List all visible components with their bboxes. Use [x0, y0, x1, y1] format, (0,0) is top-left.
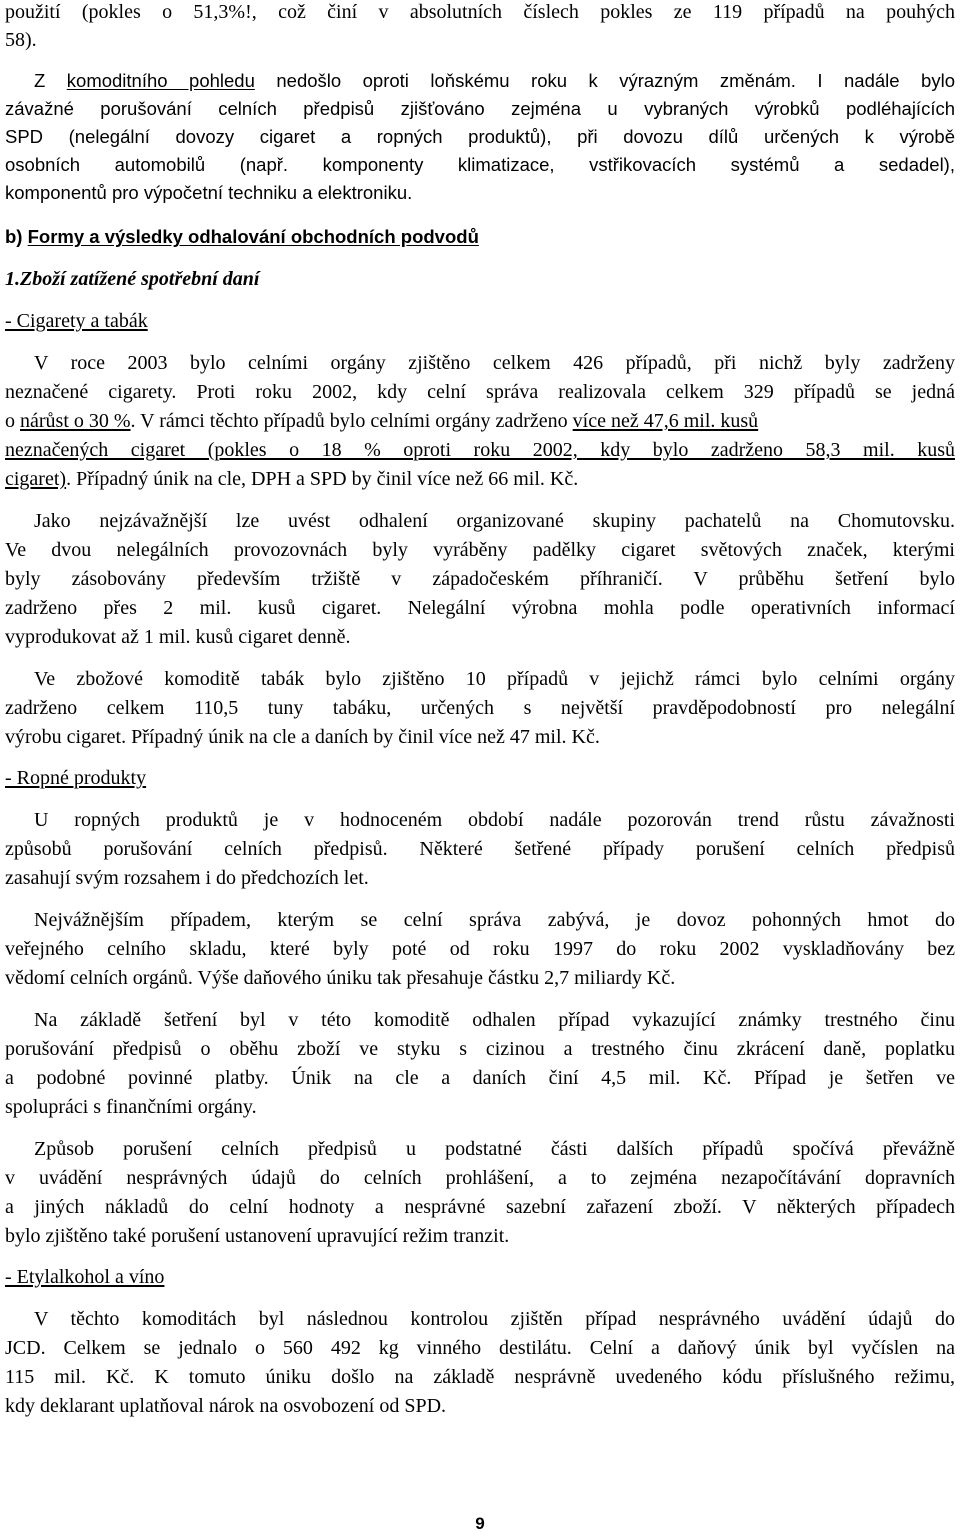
highlighted-text: více než 47,6 mil. kusů	[572, 410, 759, 432]
page-number: 9	[475, 1514, 485, 1533]
intro-line: 58).	[5, 29, 37, 51]
paragraph-line: Ve dvou nelegálních provozovnách byly vyráběny padělky cigaret světových značek, kterými	[5, 539, 955, 561]
paragraph-line: JCD. Celkem se jednalo o 560 492 kg vinného destilátu. Celní a daňový únik byl vyčíslen na	[5, 1337, 955, 1359]
intro-line: použití (pokles o 51,3%!, což činí v absolutních číslech pokles ze 119 případů na pouhých	[5, 1, 955, 23]
paragraph-line: a jiných nákladů do celní hodnoty a nesprávné sazební zařazení zboží. V některých případech	[5, 1196, 955, 1218]
paragraph-line: vyprodukovat až 1 mil. kusů cigaret denně.	[5, 626, 351, 648]
subsection-heading: 1.Zboží zatížené spotřební daní	[5, 268, 260, 290]
paragraph-line: o nárůst o 30 %. V rámci těchto případů bylo celními orgány zadrženo více než 47,6 mil. kusů	[5, 410, 759, 432]
paragraph-line: U ropných produktů je v hodnoceném období nadále pozorován trend růstu závažnosti	[34, 809, 955, 831]
commodity-line: závažné porušování celních předpisů zjišťováno zejména u vybraných výrobků podléhajících	[5, 98, 955, 119]
commodity-link: komoditního pohledu	[66, 70, 255, 91]
paragraph-line: byly zásobovány především tržiště v západočeském příhraničí. V průběhu šetření bylo	[5, 568, 955, 590]
paragraph-line: neznačené cigarety. Proti roku 2002, kdy celní správa realizovala celkem 329 případů se jedná	[5, 381, 955, 403]
paragraph-line: zasahují svým rozsahem i do předchozích let.	[5, 867, 369, 889]
paragraph-line: spolupráci s finančními orgány.	[5, 1096, 257, 1118]
paragraph-line: 115 mil. Kč. K tomuto úniku došlo na základě nesprávně uvedeného kódu příslušného režimu,	[5, 1366, 955, 1388]
paragraph-line: Na základě šetření byl v této komoditě odhalen případ vykazující známky trestného činu	[34, 1009, 955, 1031]
paragraph-line: V těchto komoditách byl následnou kontrolou zjištěn případ nesprávného uvádění údajů do	[34, 1308, 955, 1330]
paragraph-line: cigaret). Případný únik na cle, DPH a SPD by činil více než 66 mil. Kč.	[5, 468, 579, 490]
commodity-line: SPD (nelegální dovozy cigaret a ropných produktů), při dovozu dílů určených k výrobě	[5, 126, 955, 147]
paragraph-line: zadrženo celkem 110,5 tuny tabáku, určených s největší pravděpodobností pro nelegální	[5, 697, 955, 719]
highlighted-text: nárůst o 30 %	[20, 410, 131, 432]
paragraph-line: kdy deklarant uplatňoval nárok na osvobození od SPD.	[5, 1395, 447, 1417]
paragraph-line: vědomí celních orgánů. Výše daňového úniku tak přesahuje částku 2,7 miliardy Kč.	[5, 967, 676, 989]
paragraph-line: V roce 2003 bylo celními orgány zjištěno celkem 426 případů, při nichž byly zadrženy	[34, 352, 955, 374]
paragraph-line: veřejného celního skladu, které byly poté od roku 1997 do roku 2002 vyskladňovány bez	[5, 938, 955, 960]
paragraph-line: zadrženo přes 2 mil. kusů cigaret. Nelegální výrobna mohla podle operativních informací	[5, 597, 955, 619]
paragraph-line	[5, 435, 955, 465]
subsection-heading: - Ropné produkty	[5, 767, 147, 789]
section-heading-title: Formy a výsledky odhalování obchodních podvodů	[27, 226, 479, 247]
subsection-heading: - Etylalkohol a víno	[5, 1266, 165, 1288]
paragraph-line: bylo zjištěno také porušení ustanovení upravující režim tranzit.	[5, 1225, 510, 1247]
paragraph-line: v uvádění nesprávných údajů do celních prohlášení, a to zejména nezapočítávání dopravních	[5, 1167, 955, 1189]
paragraph-line: Jako nejzávažnější lze uvést odhalení organizované skupiny pachatelů na Chomutovsku.	[34, 510, 955, 532]
subsection-heading: - Cigarety a tabák	[5, 310, 148, 332]
highlighted-text: cigaret)	[5, 468, 67, 490]
paragraph-line: Ve zbožové komoditě tabák bylo zjištěno 10 případů v jejichž rámci bylo celními orgány	[34, 668, 955, 690]
commodity-line: Z komoditního pohledu nedošlo oproti loňskému roku k výrazným změnám. I nadále bylo	[34, 70, 955, 91]
paragraph-line: Nejvážnějším případem, kterým se celní správa zabývá, je dovoz pohonných hmot do	[34, 909, 955, 931]
paragraph-line: způsobů porušování celních předpisů. Některé šetřené případy porušení celních předpisů	[5, 838, 955, 860]
commodity-line: osobních automobilů (např. komponenty klimatizace, vstřikovacích systémů a sedadel),	[5, 154, 955, 175]
section-heading: b) Formy a výsledky odhalování obchodních podvodů	[5, 226, 479, 247]
paragraph-line: Způsob porušení celních předpisů u podstatné části dalších případů spočívá převážně	[34, 1138, 955, 1160]
commodity-line: komponentů pro výpočetní techniku a elektroniku.	[5, 182, 413, 203]
paragraph-line: a podobné povinné platby. Únik na cle a daních činí 4,5 mil. Kč. Případ je šetřen ve	[5, 1067, 955, 1089]
paragraph-line: výrobu cigaret. Případný únik na cle a daních by činil více než 47 mil. Kč.	[5, 726, 600, 748]
paragraph-line: porušování předpisů o oběhu zboží ve styku s cizinou a trestného činu zkrácení daně, poplatku	[5, 1038, 955, 1060]
highlighted-text: neznačených cigaret (pokles o 18 % oproti roku 2002, kdy bylo zadrženo 58,3 mil. kusů	[5, 439, 955, 461]
